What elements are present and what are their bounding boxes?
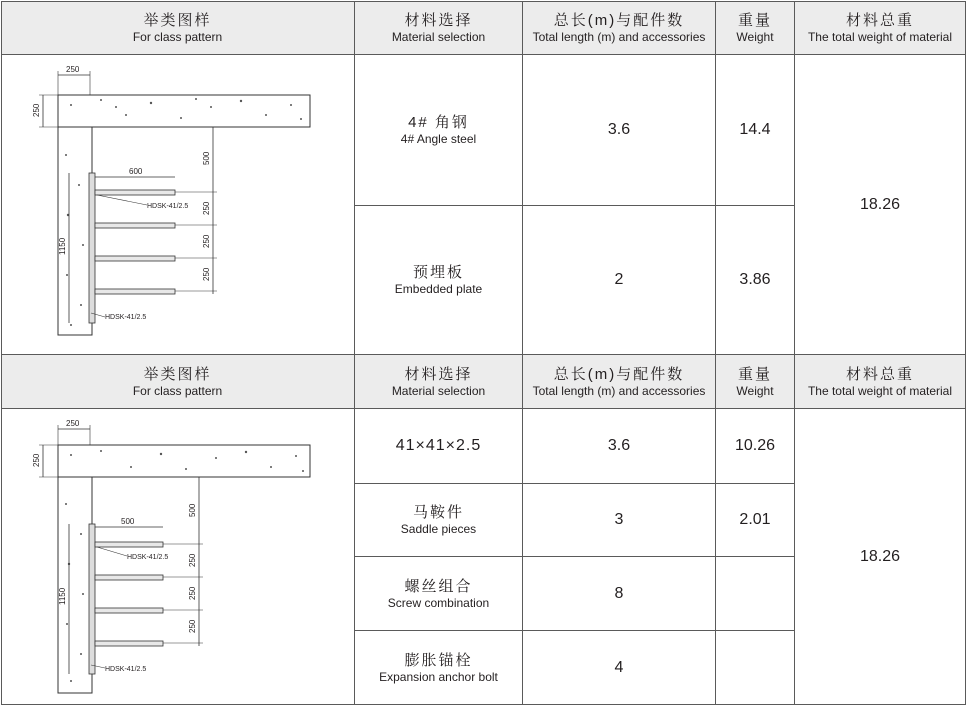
section2-total [795, 409, 966, 705]
header-total-en: The total weight of material [807, 383, 953, 398]
header-total-zh: 材料总重 [845, 365, 914, 383]
dim-side-label: 250 [32, 453, 41, 467]
header-weight-en: Weight [736, 29, 774, 44]
dim-spacing-2: 250 [202, 201, 211, 215]
header-material [355, 1, 523, 55]
callout-label-1: HDSK-41/2.5 [127, 554, 169, 561]
header-pattern [1, 355, 355, 409]
length-value: 4 [614, 658, 624, 676]
dim-top-label: 250 [66, 419, 80, 428]
header-length [523, 1, 716, 55]
dim-spacing-1: 500 [188, 503, 197, 517]
header-weight [716, 1, 795, 55]
callout-label-2: HDSK-41/2.5 [105, 314, 147, 321]
material-name-zh: 膨胀锚栓 [404, 651, 473, 669]
header-total [795, 1, 966, 55]
length-value: 3 [614, 511, 624, 528]
dim-spacing-4: 250 [188, 619, 197, 633]
bracket-drawing-2 [1, 409, 355, 705]
material-name-zh: 4# 角钢 [408, 114, 469, 131]
header-pattern-en: For class pattern [132, 383, 223, 398]
header-material-zh: 材料选择 [404, 11, 473, 29]
weight-value: 3.86 [739, 271, 771, 288]
header-length-en: Total length (m) and accessories [532, 29, 706, 44]
header-weight-zh: 重量 [737, 11, 772, 29]
section2-material-4 [355, 631, 523, 705]
material-name-en: Screw combination [387, 595, 490, 610]
section1-length-1 [523, 55, 716, 206]
weight-value: 14.4 [739, 121, 771, 138]
section2-length-3 [523, 557, 716, 631]
bracket-drawing-1 [1, 55, 355, 355]
header-total-zh: 材料总重 [845, 11, 914, 29]
header-total [795, 355, 966, 409]
total-weight-value: 18.26 [859, 195, 901, 213]
section2-drawing-cell [1, 409, 355, 705]
dim-top-label: 250 [66, 65, 80, 74]
material-name-zh: 预埋板 [412, 264, 464, 281]
total-weight-value: 18.26 [859, 547, 901, 565]
section2-length-4 [523, 631, 716, 705]
header-material-en: Material selection [391, 383, 486, 398]
header-length-en: Total length (m) and accessories [532, 383, 706, 398]
section1-material-2 [355, 206, 523, 355]
length-value: 8 [614, 584, 624, 602]
header-material [355, 355, 523, 409]
weight-value: 2.01 [739, 511, 771, 528]
section1-length-2 [523, 206, 716, 355]
dim-spacing-3: 250 [188, 586, 197, 600]
section1-drawing-cell [1, 55, 355, 355]
header-total-en: The total weight of material [807, 29, 953, 44]
header-length-zh: 总长(m)与配件数 [553, 11, 685, 29]
header-pattern [1, 1, 355, 55]
header-length [523, 355, 716, 409]
material-name-en: Saddle pieces [400, 522, 477, 536]
section2-material-1 [355, 409, 523, 484]
dim-spacing-1: 500 [202, 151, 211, 165]
header-length-zh: 总长(m)与配件数 [553, 365, 685, 383]
header-pattern-zh: 举类图样 [143, 365, 212, 383]
section2-weight-1 [716, 409, 795, 484]
dim-height-label: 1150 [58, 587, 67, 605]
section1-weight-1 [716, 55, 795, 206]
callout-label-1: HDSK-41/2.5 [147, 203, 189, 210]
dim-height-label: 1150 [58, 237, 67, 255]
callout-label-2: HDSK-41/2.5 [105, 666, 147, 673]
section2-material-2 [355, 484, 523, 557]
dim-spacing-2: 250 [188, 553, 197, 567]
section1-weight-2 [716, 206, 795, 355]
length-value: 2 [614, 271, 624, 288]
material-name-zh: 螺丝组合 [404, 577, 473, 595]
dim-arm-label: 500 [121, 517, 135, 526]
material-name-zh: 马鞍件 [412, 504, 464, 521]
weight-value: 10.26 [734, 437, 776, 454]
dim-side-label: 250 [32, 103, 41, 117]
section1-total [795, 55, 966, 355]
dim-spacing-3: 250 [202, 234, 211, 248]
header-weight-zh: 重量 [737, 365, 772, 383]
material-name-zh: 41×41×2.5 [395, 437, 482, 454]
header-pattern-zh: 举类图样 [143, 11, 212, 29]
header-material-en: Material selection [391, 29, 486, 44]
dim-arm-label: 600 [129, 167, 143, 176]
section2-length-1 [523, 409, 716, 484]
section2-material-3 [355, 557, 523, 631]
length-value: 3.6 [607, 437, 631, 454]
header-material-zh: 材料选择 [404, 365, 473, 383]
material-name-en: Embedded plate [394, 282, 483, 296]
section2-length-2 [523, 484, 716, 557]
dim-spacing-4: 250 [202, 267, 211, 281]
header-pattern-en: For class pattern [132, 29, 223, 44]
section2-weight-4 [716, 631, 795, 705]
material-table [1, 1, 966, 705]
length-value: 3.6 [607, 121, 631, 138]
header-weight [716, 355, 795, 409]
header-weight-en: Weight [736, 383, 774, 398]
section1-material-1 [355, 55, 523, 206]
material-name-en: 4# Angle steel [400, 132, 477, 146]
material-name-en: Expansion anchor bolt [379, 669, 498, 684]
section2-weight-3 [716, 557, 795, 631]
section2-weight-2 [716, 484, 795, 557]
